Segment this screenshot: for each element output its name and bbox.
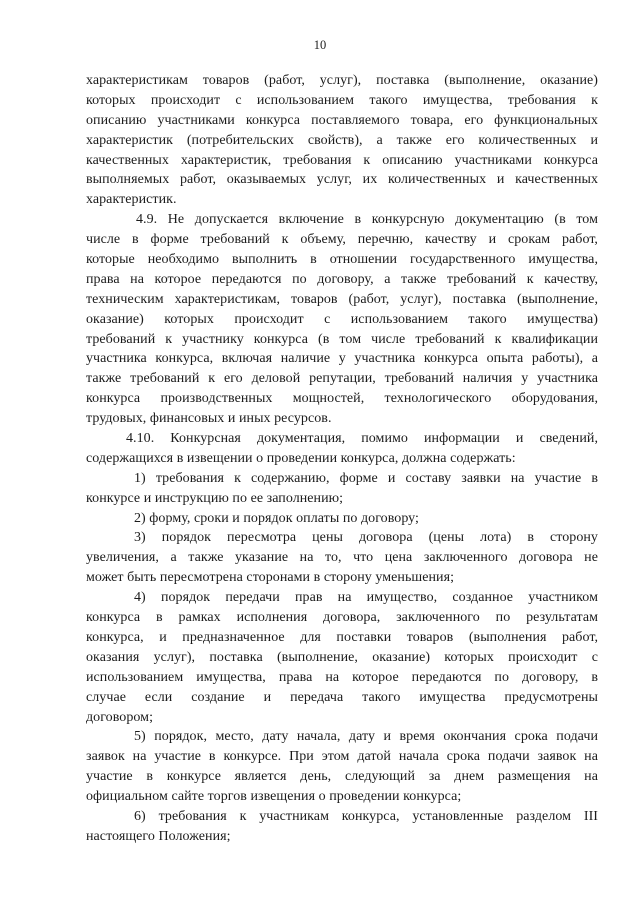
text-line: характеристикам товаров (работ, услуг), поставка (выполнение, оказание)	[86, 73, 598, 88]
text-line: конкурса, и предназначенное для поставки товаров (выполнения работ,	[86, 629, 598, 645]
text-line: числе в форме требований к объему, перечню, качеству и срокам работ,	[86, 232, 598, 248]
text-line: договором;	[86, 709, 154, 725]
text-line: также требований к его деловой репутации, требований наличия у участника	[86, 371, 598, 387]
text-line: участника конкурса, включая наличие у участника конкурса опыта работы), а	[86, 351, 598, 367]
body-text	[86, 71, 598, 847]
text-line: 4) порядок передачи прав на имущество, созданное участником	[134, 590, 598, 606]
text-line: 2) форму, сроки и порядок оплаты по договору;	[134, 510, 419, 526]
text-line: оказания услуг), поставка (выполнение, оказание) которых происходит с	[86, 649, 598, 665]
text-line: случае если создание и передача такого имущества предусмотрены	[86, 689, 598, 705]
text-line: может быть пересмотрена сторонами в сторону уменьшения;	[86, 570, 455, 586]
text-line: 4.10. Конкурсная документация, помимо информации и сведений,	[126, 431, 598, 447]
text-line: 4.9. Не допускается включение в конкурсную документацию (в том	[136, 212, 598, 228]
text-line: 1) требования к содержанию, форме и составу заявки на участие в	[134, 470, 598, 486]
text-line: конкурса производственных мощностей, технологического оборудования,	[86, 391, 598, 407]
text-line: официальном сайте торгов извещения о проведении конкурса;	[86, 789, 462, 805]
text-line: характеристик.	[86, 192, 177, 208]
text-line: выполняемых работ, оказываемых услуг, их количественных и качественных	[86, 172, 598, 188]
text-line: оказание) которых происходит с использованием такого имущества)	[86, 311, 598, 327]
text-line: заявок на участие в конкурсе. При этом датой начала срока подачи заявок на	[86, 749, 598, 765]
text-line: 6) требования к участникам конкурса, установленные разделом III	[134, 808, 598, 824]
text-line: описанию участниками конкурса поставляемого товара, его функциональных	[86, 112, 598, 128]
text-line: конкурсе и инструкцию по ее заполнению;	[86, 490, 344, 506]
text-line: 3) порядок пересмотра цены договора (цены лота) в сторону	[134, 530, 598, 546]
text-line: характеристик (потребительских свойств), а также его количественных и	[86, 132, 598, 148]
text-line: конкурса в рамках исполнения договора, заключенного по результатам	[86, 610, 598, 626]
text-line: техническим характеристикам, товаров (работ, услуг), поставка (выполнение,	[86, 291, 598, 307]
text-line: качественных характеристик, требования к описанию участниками конкурса	[86, 152, 598, 168]
text-line: использованием имущества, права на которое передаются по договору, в	[86, 669, 598, 685]
text-line: содержащихся в извещении о проведении конкурса, должна содержать:	[86, 450, 516, 466]
page-number: 10	[313, 38, 327, 52]
text-line: которых происходит с использованием такого имущества, требования к	[86, 92, 598, 108]
text-line: трудовых, финансовых и иных ресурсов.	[86, 411, 332, 427]
text-line: 5) порядок, место, дату начала, дату и время окончания срока подачи	[134, 729, 598, 745]
text-line: увеличения, а также указание на то, что цена заключенного договора не	[86, 550, 598, 566]
text-line: которые необходимо выполнить в отношении государственного имущества,	[86, 252, 598, 268]
text-line: участие в конкурсе является день, следующий за днем размещения на	[86, 769, 598, 785]
text-line: права на которое передаются по договору, а также требований к качеству,	[86, 271, 598, 287]
text-line: требований к участнику конкурса (в том числе требований к квалификации	[86, 331, 598, 347]
text-line: настоящего Положения;	[86, 828, 231, 844]
